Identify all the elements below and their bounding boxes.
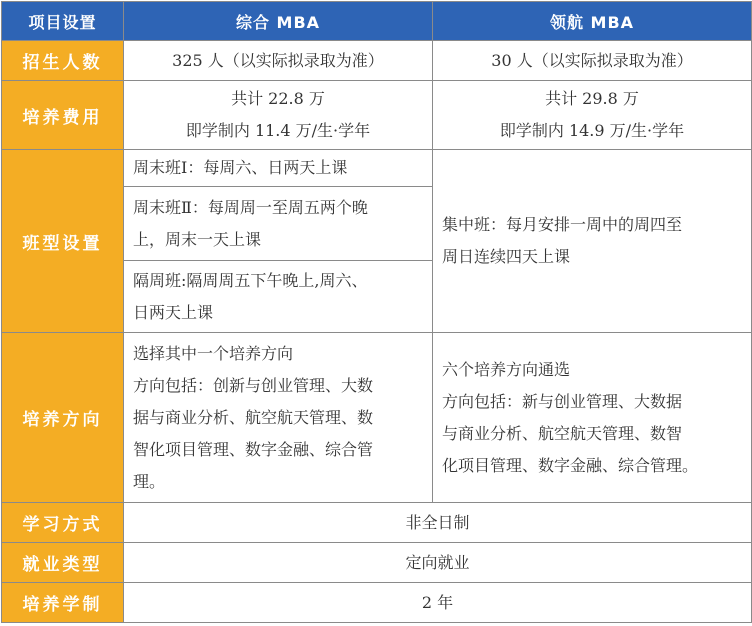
class-biweekly — [124, 261, 433, 333]
duration-row — [2, 583, 752, 623]
program-table — [1, 1, 752, 623]
class-weekend-1: 周末班Ⅰ：每周六、日两天上课 — [124, 150, 433, 187]
direction-pilot-line: 六个培养方向通选 — [442, 359, 571, 379]
classes-row-1 — [2, 150, 752, 187]
header-item-settings: 项目设置 — [2, 2, 124, 41]
class-weekend-2 — [124, 187, 433, 261]
fees-pilot-per-year: 即学制内 14.9 万/生·学年 — [499, 121, 685, 140]
fees-label: 培养费用 — [2, 81, 124, 150]
fees-pilot-total: 共计 29.8 万 — [545, 89, 639, 108]
class-biweekly-line1: 隔周班:隔周周五下午晚上,周六、 — [133, 270, 368, 290]
header-comprehensive-mba: 综合 MBA — [124, 2, 433, 41]
class-weekend-2-line1: 周末班Ⅱ：每周周一至周五两个晚 — [133, 197, 368, 217]
classes-label: 班型设置 — [2, 150, 124, 333]
class-intensive — [433, 150, 752, 333]
class-intensive-line1: 集中班：每月安排一周中的周四至 — [442, 215, 683, 234]
direction-pilot-line: 与商业分析、航空航天管理、数智 — [442, 423, 683, 443]
enrollment-row — [2, 41, 752, 81]
direction-row — [2, 333, 752, 503]
study-mode-label: 学习方式 — [2, 503, 124, 543]
enrollment-label: 招生人数 — [2, 41, 124, 81]
direction-pilot-line: 方向包括：新与创业管理、大数据 — [442, 391, 683, 411]
class-intensive-line2: 周日连续四天上课 — [442, 247, 571, 266]
direction-comprehensive-line: 智化项目管理、数字金融、综合管 — [133, 439, 374, 459]
employment-value: 定向就业 — [124, 543, 752, 583]
direction-pilot — [433, 333, 752, 503]
direction-comprehensive-line: 选择其中一个培养方向 — [133, 343, 294, 363]
direction-comprehensive-line: 理。 — [133, 471, 166, 491]
direction-label: 培养方向 — [2, 333, 124, 503]
direction-pilot-line: 化项目管理、数字金融、综合管理。 — [442, 455, 699, 475]
fees-row — [2, 81, 752, 150]
study-mode-row — [2, 503, 752, 543]
header-pilot-mba: 领航 MBA — [433, 2, 752, 41]
duration-value: 2 年 — [124, 583, 752, 623]
direction-comprehensive — [124, 333, 433, 503]
study-mode-value: 非全日制 — [124, 503, 752, 543]
employment-row — [2, 543, 752, 583]
fees-pilot — [433, 81, 752, 150]
employment-label: 就业类型 — [2, 543, 124, 583]
fees-comprehensive-total: 共计 22.8 万 — [231, 89, 325, 108]
fees-comprehensive — [124, 81, 433, 150]
enrollment-pilot: 30 人（以实际拟录取为准） — [433, 41, 752, 81]
fees-comprehensive-per-year: 即学制内 11.4 万/生·学年 — [185, 121, 371, 140]
direction-comprehensive-line: 方向包括：创新与创业管理、大数 — [133, 375, 374, 395]
header-row — [2, 2, 752, 41]
direction-comprehensive-line: 据与商业分析、航空航天管理、数 — [133, 407, 374, 427]
class-biweekly-line2: 日两天上课 — [133, 302, 214, 322]
duration-label: 培养学制 — [2, 583, 124, 623]
class-weekend-2-line2: 上，周末一天上课 — [133, 229, 262, 249]
enrollment-comprehensive: 325 人（以实际拟录取为准） — [124, 41, 433, 81]
